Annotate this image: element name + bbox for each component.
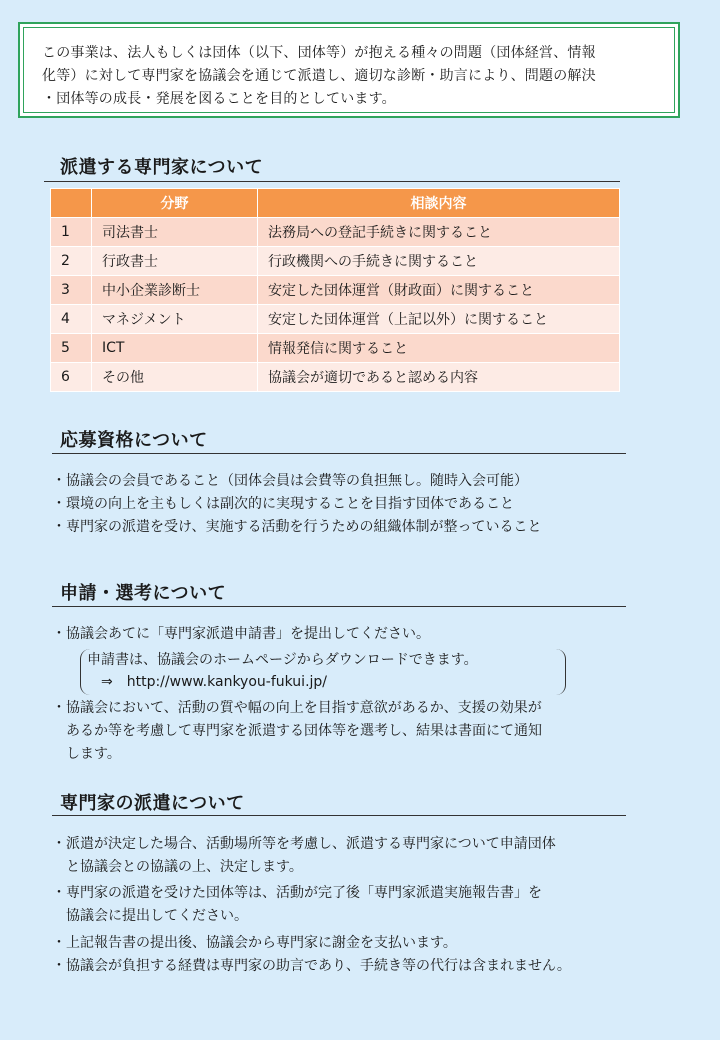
section-rule <box>44 181 620 182</box>
list-item-line: あるか等を考慮して専門家を派遣する団体等を選考し、結果は書面にて通知 <box>52 723 542 739</box>
row-content: 協議会が適切であると認める内容 <box>258 363 620 392</box>
table-header-row <box>51 189 620 218</box>
table-row <box>51 247 620 276</box>
row-content: 情報発信に関すること <box>258 334 620 363</box>
list-item-line: します。 <box>52 746 121 762</box>
intro-text <box>23 27 675 113</box>
list-item-line: 協議会に提出してください。 <box>52 908 248 924</box>
row-content: 法務局への登記手続きに関すること <box>258 218 620 247</box>
intro-line: ・団体等の成長・発展を図ることを目的としています。 <box>42 91 396 107</box>
table-row <box>51 305 620 334</box>
dispatch-list-1 <box>52 833 556 879</box>
section-title-application: 申請・選考について <box>60 583 227 604</box>
list-item: ・協議会あてに「専門家派遣申請書」を提出してください。 <box>52 626 430 642</box>
table-row <box>51 363 620 392</box>
homepage-url-link[interactable]: ⇒ http://www.kankyou-fukui.jp/ <box>101 674 328 690</box>
list-item: ・協議会が負担する経費は専門家の助言であり、手続き等の代行は含まれません。 <box>52 958 571 974</box>
row-no: 6 <box>51 363 92 392</box>
row-content: 安定した団体運営（上記以外）に関すること <box>258 305 620 334</box>
section-title-eligibility: 応募資格について <box>60 430 208 451</box>
eligibility-list <box>52 470 541 539</box>
table-header-content: 相談内容 <box>258 189 620 218</box>
section-rule <box>52 606 626 607</box>
row-no: 4 <box>51 305 92 334</box>
list-item-line: ・協議会において、活動の質や幅の向上を目指す意欲があるか、支援の効果が <box>52 700 542 716</box>
section-rule <box>52 453 626 454</box>
row-field: マネジメント <box>92 305 258 334</box>
row-no: 5 <box>51 334 92 363</box>
row-no: 1 <box>51 218 92 247</box>
list-item: ・専門家の派遣を受け、実施する活動を行うための組織体制が整っていること <box>52 519 542 535</box>
list-item-line: と協議会との協議の上、決定します。 <box>52 859 303 875</box>
list-item-line: ・専門家の派遣を受けた団体等は、活動が完了後「専門家派遣実施報告書」を <box>52 885 542 901</box>
intro-box <box>18 22 680 118</box>
table-header-field: 分野 <box>92 189 258 218</box>
application-list-1 <box>52 623 430 646</box>
experts-table <box>50 188 620 392</box>
section-title-dispatch: 専門家の派遣について <box>60 793 245 814</box>
row-field: 行政書士 <box>92 247 258 276</box>
table-row <box>51 276 620 305</box>
dispatch-list-3 <box>52 932 571 978</box>
dispatch-list-2 <box>52 882 542 928</box>
row-content: 行政機関への手続きに関すること <box>258 247 620 276</box>
note-text: 申請書は、協議会のホームページからダウンロードできます。 <box>87 652 478 668</box>
row-content: 安定した団体運営（財政面）に関すること <box>258 276 620 305</box>
table-row <box>51 218 620 247</box>
section-title-experts: 派遣する専門家について <box>60 157 264 178</box>
row-field: ICT <box>92 334 258 363</box>
row-field: 司法書士 <box>92 218 258 247</box>
row-no: 2 <box>51 247 92 276</box>
list-item-line: ・派遣が決定した場合、活動場所等を考慮し、派遣する専門家について申請団体 <box>52 836 556 852</box>
row-no: 3 <box>51 276 92 305</box>
table-header-no <box>51 189 92 218</box>
intro-line: この事業は、法人もしくは団体（以下、団体等）が抱える種々の問題（団体経営、情報 <box>42 45 596 61</box>
application-list-2 <box>52 697 542 766</box>
intro-line: 化等）に対して専門家を協議会を通じて派遣し、適切な診断・助言により、問題の解決 <box>42 68 596 84</box>
row-field: その他 <box>92 363 258 392</box>
row-field: 中小企業診断士 <box>92 276 258 305</box>
list-item: ・環境の向上を主もしくは副次的に実現することを目指す団体であること <box>52 496 514 512</box>
download-note <box>80 649 566 695</box>
table-row <box>51 334 620 363</box>
section-rule <box>52 815 626 816</box>
list-item: ・協議会の会員であること（団体会員は会費等の負担無し。随時入会可能） <box>52 473 528 489</box>
list-item: ・上記報告書の提出後、協議会から専門家に謝金を支払います。 <box>52 935 457 951</box>
